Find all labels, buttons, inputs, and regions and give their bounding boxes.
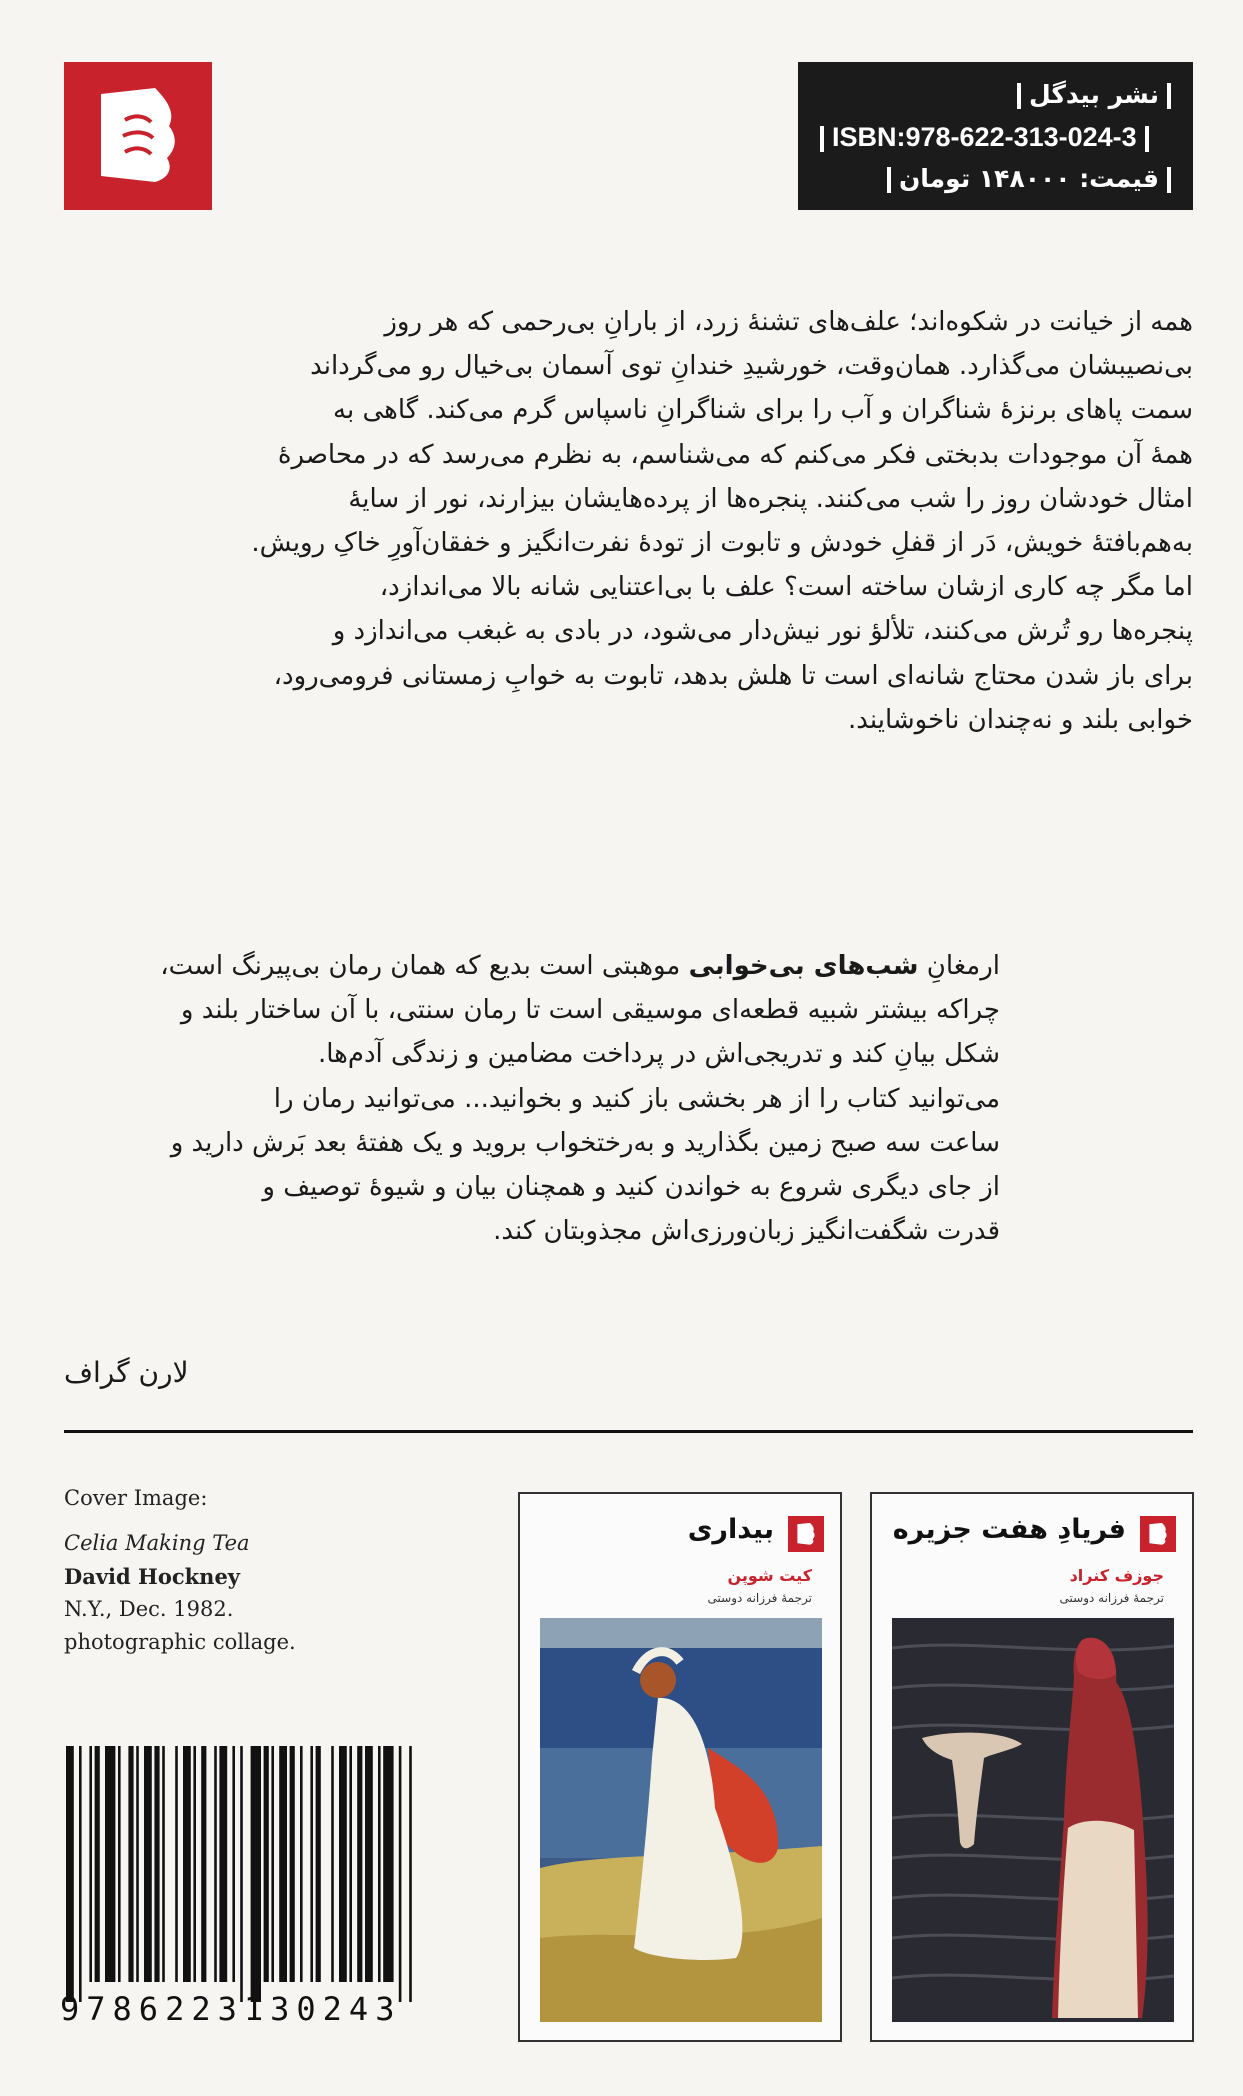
- barcode-bar: [193, 1746, 196, 1982]
- review-line: از جای دیگری شروع به خواندن کنید و همچنان بیان و شیوهٔ توصیف و: [262, 1172, 1000, 1203]
- barcode-bar: [232, 1746, 235, 1982]
- excerpt-line: همه از خیانت در شکوه‌اند؛ علف‌های تشنهٔ زرد، از بارانِ بی‌رحمی که هر روز: [384, 307, 1193, 337]
- excerpt-line: پنجره‌ها رو تُرش می‌کنند، تلألؤ نور نیش‌دار می‌شود، در بادی به غبغب می‌اندازد و: [332, 616, 1193, 647]
- barcode-bar: [162, 1746, 165, 1982]
- isbn-barcode: [66, 1746, 438, 2002]
- separator-bar: [1017, 83, 1021, 109]
- barcode-bar: [383, 1746, 393, 1982]
- artwork-title: Celia Making Tea: [64, 1531, 250, 1555]
- book-translator: ترجمهٔ فرزانه دوستی: [1059, 1591, 1164, 1605]
- separator-bar: [820, 126, 824, 152]
- review-line: می‌توانید کتاب را از هر بخشی باز کنید و بخوانید... می‌توانید رمان را: [273, 1083, 1000, 1114]
- excerpt-line: امثال خودشان روز را شب می‌کنند. پنجره‌ها از پرده‌هایشان بیزارند، نور از سایهٔ: [348, 483, 1193, 514]
- divider: [64, 1430, 1193, 1433]
- excerpt-line: به‌هم‌بافتهٔ خویش، دَر از قفلِ خودش و تابوت از تودهٔ نفرت‌انگیز و خفقان‌آورِ خاکِ رویش.: [251, 528, 1193, 559]
- barcode-bar: [183, 1746, 191, 1982]
- barcode-bar: [300, 1746, 303, 1982]
- book-translator: ترجمهٔ فرزانه دوستی: [707, 1591, 812, 1605]
- barcode-bar: [339, 1746, 347, 1982]
- publisher-name-row: [798, 74, 1193, 116]
- barcode-bar: [219, 1746, 227, 1982]
- separator-bar: [1167, 167, 1171, 193]
- excerpt-line: همهٔ آن موجودات بدبختی فکر می‌کنم که می‌شناسم، به نظرم می‌رسد که در محاصرهٔ: [277, 439, 1193, 470]
- price-row: [798, 158, 1193, 200]
- barcode-bar: [128, 1746, 133, 1982]
- review-author: لارن گراف: [64, 1356, 189, 1389]
- excerpt-line: سمت پاهای برنزهٔ شناگران و آب را برای شناگرانِ ناسپاس گرم می‌کند. گاهی به: [333, 395, 1193, 426]
- review-line: [130, 944, 1000, 988]
- review-line: شکل بیانِ کند و تدریجی‌اش در پرداخت مضامین و زندگی آدم‌ها.: [317, 1039, 1000, 1070]
- barcode-bar: [175, 1746, 178, 1982]
- artwork-medium: photographic collage.: [64, 1630, 296, 1654]
- separator-bar: [1167, 83, 1171, 109]
- isbn-row: [798, 116, 1193, 158]
- book-author: جوزف کنراد: [1069, 1566, 1164, 1585]
- publisher-logo: [64, 62, 212, 210]
- barcode-bar: [154, 1746, 159, 1982]
- review-prefix: ارمغانِ: [918, 951, 1000, 981]
- publisher-logo-small: [788, 1516, 824, 1552]
- barcode-bar: [279, 1746, 287, 1982]
- barcode-bar: [349, 1746, 352, 1982]
- publisher-info-box: [798, 62, 1193, 210]
- barcode-bar: [136, 1746, 139, 1982]
- artist-name: David Hockney: [64, 1564, 241, 1589]
- publisher-name: نشر بیدگل: [1029, 80, 1159, 109]
- review-line: قدرت شگفت‌انگیز زبان‌ورزی‌اش مجذوبتان کند.: [493, 1216, 1000, 1247]
- barcode-bar: [240, 1746, 243, 2002]
- review-line: چراکه بیشتر شبیه قطعه‌ای موسیقی است تا رمان سنتی، با آن ساختار بلند و: [180, 995, 1000, 1026]
- credit-heading: Cover Image:: [64, 1486, 208, 1510]
- cover-art-woodcut: [892, 1618, 1174, 2022]
- barcode-bar: [399, 1746, 402, 2002]
- barcode-bar: [79, 1746, 82, 2002]
- barcode-bar: [331, 1746, 334, 1982]
- cover-art-painting: [540, 1618, 822, 2022]
- barcode-bar: [201, 1746, 206, 1982]
- excerpt-line: اما مگر چه کاری ازشان ساخته است؟ علف با بی‌اعتنایی شانه بالا می‌اندازد،: [379, 572, 1193, 603]
- barcode-bar: [310, 1746, 313, 1982]
- price: قیمت: ۱۴۸۰۰۰ تومان: [898, 164, 1159, 193]
- isbn: ISBN:978-622-313-024-3: [832, 122, 1137, 152]
- book-title: بیداری: [687, 1514, 774, 1545]
- artwork-place-date: N.Y., Dec. 1982.: [64, 1597, 234, 1621]
- review-line: ساعت سه صبح زمین بگذارید و به‌رختخواب بروید و یک هفتهٔ بعد بَرش دارید و: [170, 1127, 1000, 1158]
- barcode-bar: [365, 1746, 373, 1982]
- excerpt-line: بی‌نصیبشان می‌گذارد. همان‌وقت، خورشیدِ خندانِ توی آسمان بی‌خیال رو می‌گرداند: [310, 351, 1193, 382]
- book-author: کیت شوپن: [727, 1566, 812, 1585]
- barcode-bar: [105, 1746, 115, 1982]
- book-card: [518, 1492, 842, 2042]
- barcode-bar: [378, 1746, 381, 1982]
- book-title-mention: شب‌های بی‌خوابی: [688, 951, 919, 981]
- barcode-bar: [264, 1746, 269, 1982]
- separator-bar: [887, 167, 891, 193]
- book-card: [870, 1492, 1194, 2042]
- book-title: فریادِ هفت جزیره: [892, 1514, 1126, 1545]
- barcode-digits: 9786223130243: [60, 1990, 402, 2028]
- review-paragraph: [130, 944, 1000, 1253]
- excerpt-line: خوابی بلند و نه‌چندان ناخوشایند.: [847, 704, 1193, 735]
- barcode-bar: [316, 1746, 321, 1982]
- publisher-logo-icon: [796, 1521, 816, 1547]
- review-rest: موهبتی است بدیع که همان رمان بی‌پیرنگ است،: [160, 951, 689, 981]
- barcode-bar: [118, 1746, 121, 1982]
- excerpt-line: برای باز شدن محتاج شانه‌ای است تا هلش بدهد، تابوت به خوابِ زمستانی فرومی‌رود،: [273, 660, 1193, 691]
- barcode-bar: [66, 1746, 74, 2002]
- barcode-bar: [357, 1746, 362, 1982]
- barcode-bar: [214, 1746, 217, 1982]
- barcode-bar: [290, 1746, 295, 1982]
- barcode-bar: [251, 1746, 261, 2002]
- separator-bar: [1145, 126, 1149, 152]
- barcode-bar: [409, 1746, 412, 2002]
- barcode-bar: [95, 1746, 100, 1982]
- publisher-logo-icon: [95, 84, 181, 188]
- barcode-bar: [144, 1746, 152, 1982]
- publisher-logo-icon: [1148, 1521, 1168, 1547]
- cover-image-credit: [64, 1482, 504, 1659]
- barcode-bar: [89, 1746, 92, 1982]
- excerpt-paragraph: [193, 300, 1193, 742]
- barcode-bar: [271, 1746, 274, 1982]
- publisher-logo-small: [1140, 1516, 1176, 1552]
